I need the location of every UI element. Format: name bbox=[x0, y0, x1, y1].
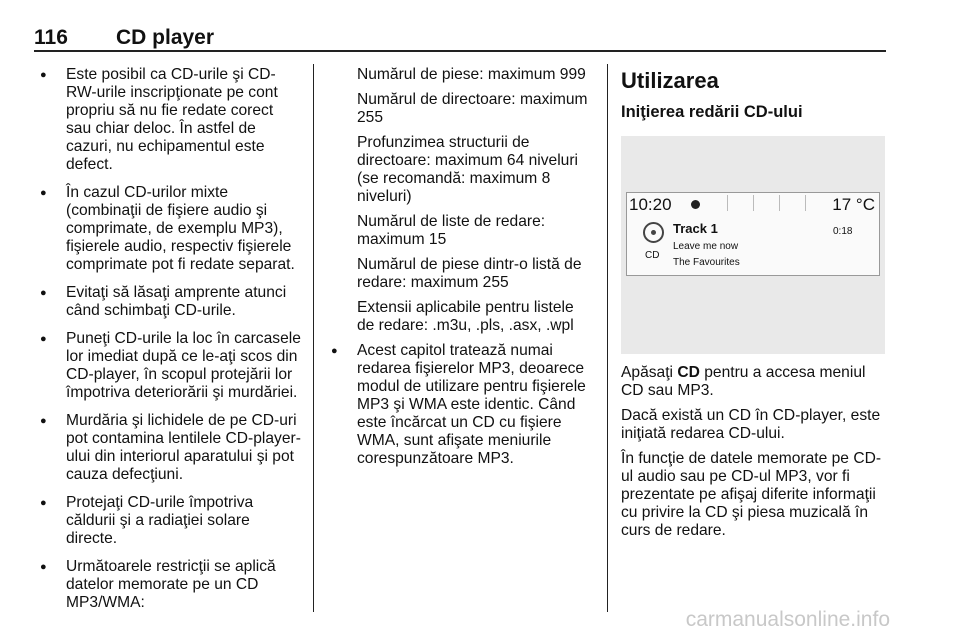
section-subheading: Iniţierea redării CD-ului bbox=[621, 103, 803, 121]
display-photo bbox=[621, 136, 885, 354]
display-tick bbox=[727, 195, 728, 211]
display-artist: Leave me now bbox=[673, 241, 739, 252]
bullet-item: ● Protejaţi CD-urile împotriva căldurii şi a radiaţiei solare directe. bbox=[34, 494, 302, 548]
display-tick bbox=[779, 195, 780, 211]
column-3 bbox=[621, 66, 889, 547]
column-1 bbox=[34, 66, 302, 622]
restriction-item: Profunzimea structurii de directoare: maximum 64 niveluri (se recomandă: maximum 8 niveluri) bbox=[357, 134, 578, 205]
section-heading: Utilizarea bbox=[621, 68, 719, 93]
header-rule bbox=[34, 50, 886, 52]
restriction-item: Numărul de piese dintr-o listă de redare: maximum 255 bbox=[357, 256, 582, 291]
display-elapsed: 0:18 bbox=[833, 226, 853, 237]
restriction-item: Numărul de piese: maximum 999 bbox=[357, 66, 586, 83]
paragraph: În funcţie de datele memorate pe CD-ul audio sau pe CD-ul MP3, vor fi prezentate pe afişaj diferite informaţii cu privire la CD şi piesa muzicală în curs de redare. bbox=[621, 450, 882, 539]
display-tick bbox=[753, 195, 754, 211]
bullet-item: ● Evitaţi să lăsaţi amprente atunci când schimbaţi CD-urile. bbox=[34, 284, 302, 320]
paragraph: Dacă există un CD în CD-player, este iniţiată redarea CD-ului. bbox=[621, 407, 881, 442]
restriction-item: Numărul de directoare: maximum 255 bbox=[357, 91, 588, 126]
cd-key-label: CD bbox=[677, 364, 700, 381]
column-divider-1 bbox=[313, 64, 314, 612]
record-dot-icon bbox=[691, 200, 700, 209]
radio-display bbox=[626, 192, 880, 276]
display-track: Track 1 bbox=[673, 221, 718, 236]
bullet-item: ● Este posibil ca CD-urile şi CD-RW-urile inscripţionate pe cont propriu să nu fie redate corect sau chiar deloc. În astfel de cazuri, nu echipamentul este defect. bbox=[34, 66, 302, 174]
page-number: 116 bbox=[34, 26, 68, 49]
text-run: Apăsaţi bbox=[621, 364, 678, 381]
bullet-item: ● Puneţi CD-urile la loc în carcasele lor imediat după ce le-aţi scos din CD-player, în scopul protejării lor împotriva deteriorării şi murdăriei. bbox=[34, 330, 302, 402]
column-2 bbox=[325, 66, 595, 478]
cd-disc-icon bbox=[643, 222, 664, 243]
restriction-item: Numărul de liste de redare: maximum 15 bbox=[357, 213, 546, 248]
restriction-item: Extensii aplicabile pentru listele de redare: .m3u, .pls, .asx, .wpl bbox=[357, 299, 574, 334]
bullet-item: ● În cazul CD-urilor mixte (combinaţii de fişiere audio şi comprimate, de exemplu MP3), fişierele audio, respectiv fişierele comprimate pot fi redate separat. bbox=[34, 184, 302, 274]
paragraph bbox=[621, 364, 889, 400]
bullet-item: ● Acest capitol tratează numai redarea fişierelor MP3, deoarece modul de utilizare pentru fişierele MP3 şi WMA este identic. Când este încărcat un CD cu fişiere WMA, sunt afişate meniurile corespunzătoare MP3. bbox=[325, 342, 595, 468]
display-tick bbox=[805, 195, 806, 211]
display-temperature: 17 °C bbox=[832, 195, 875, 214]
bullet-item: ● Următoarele restricţii se aplică datelor memorate pe un CD MP3/WMA: bbox=[34, 558, 302, 612]
display-source: CD bbox=[645, 250, 660, 261]
bullet-item: ● Murdăria şi lichidele de pe CD-uri pot contamina lentilele CD-player-ului din interiorul aparatului şi pot cauza defecţiuni. bbox=[34, 412, 302, 484]
display-album: The Favourites bbox=[673, 257, 740, 268]
column-divider-2 bbox=[607, 64, 608, 612]
watermark: carmanualsonline.info bbox=[685, 608, 890, 631]
text-run: pentru a accesa meniul CD sau MP3. bbox=[621, 364, 866, 399]
page-title: CD player bbox=[116, 26, 215, 49]
display-time: 10:20 bbox=[629, 195, 672, 214]
